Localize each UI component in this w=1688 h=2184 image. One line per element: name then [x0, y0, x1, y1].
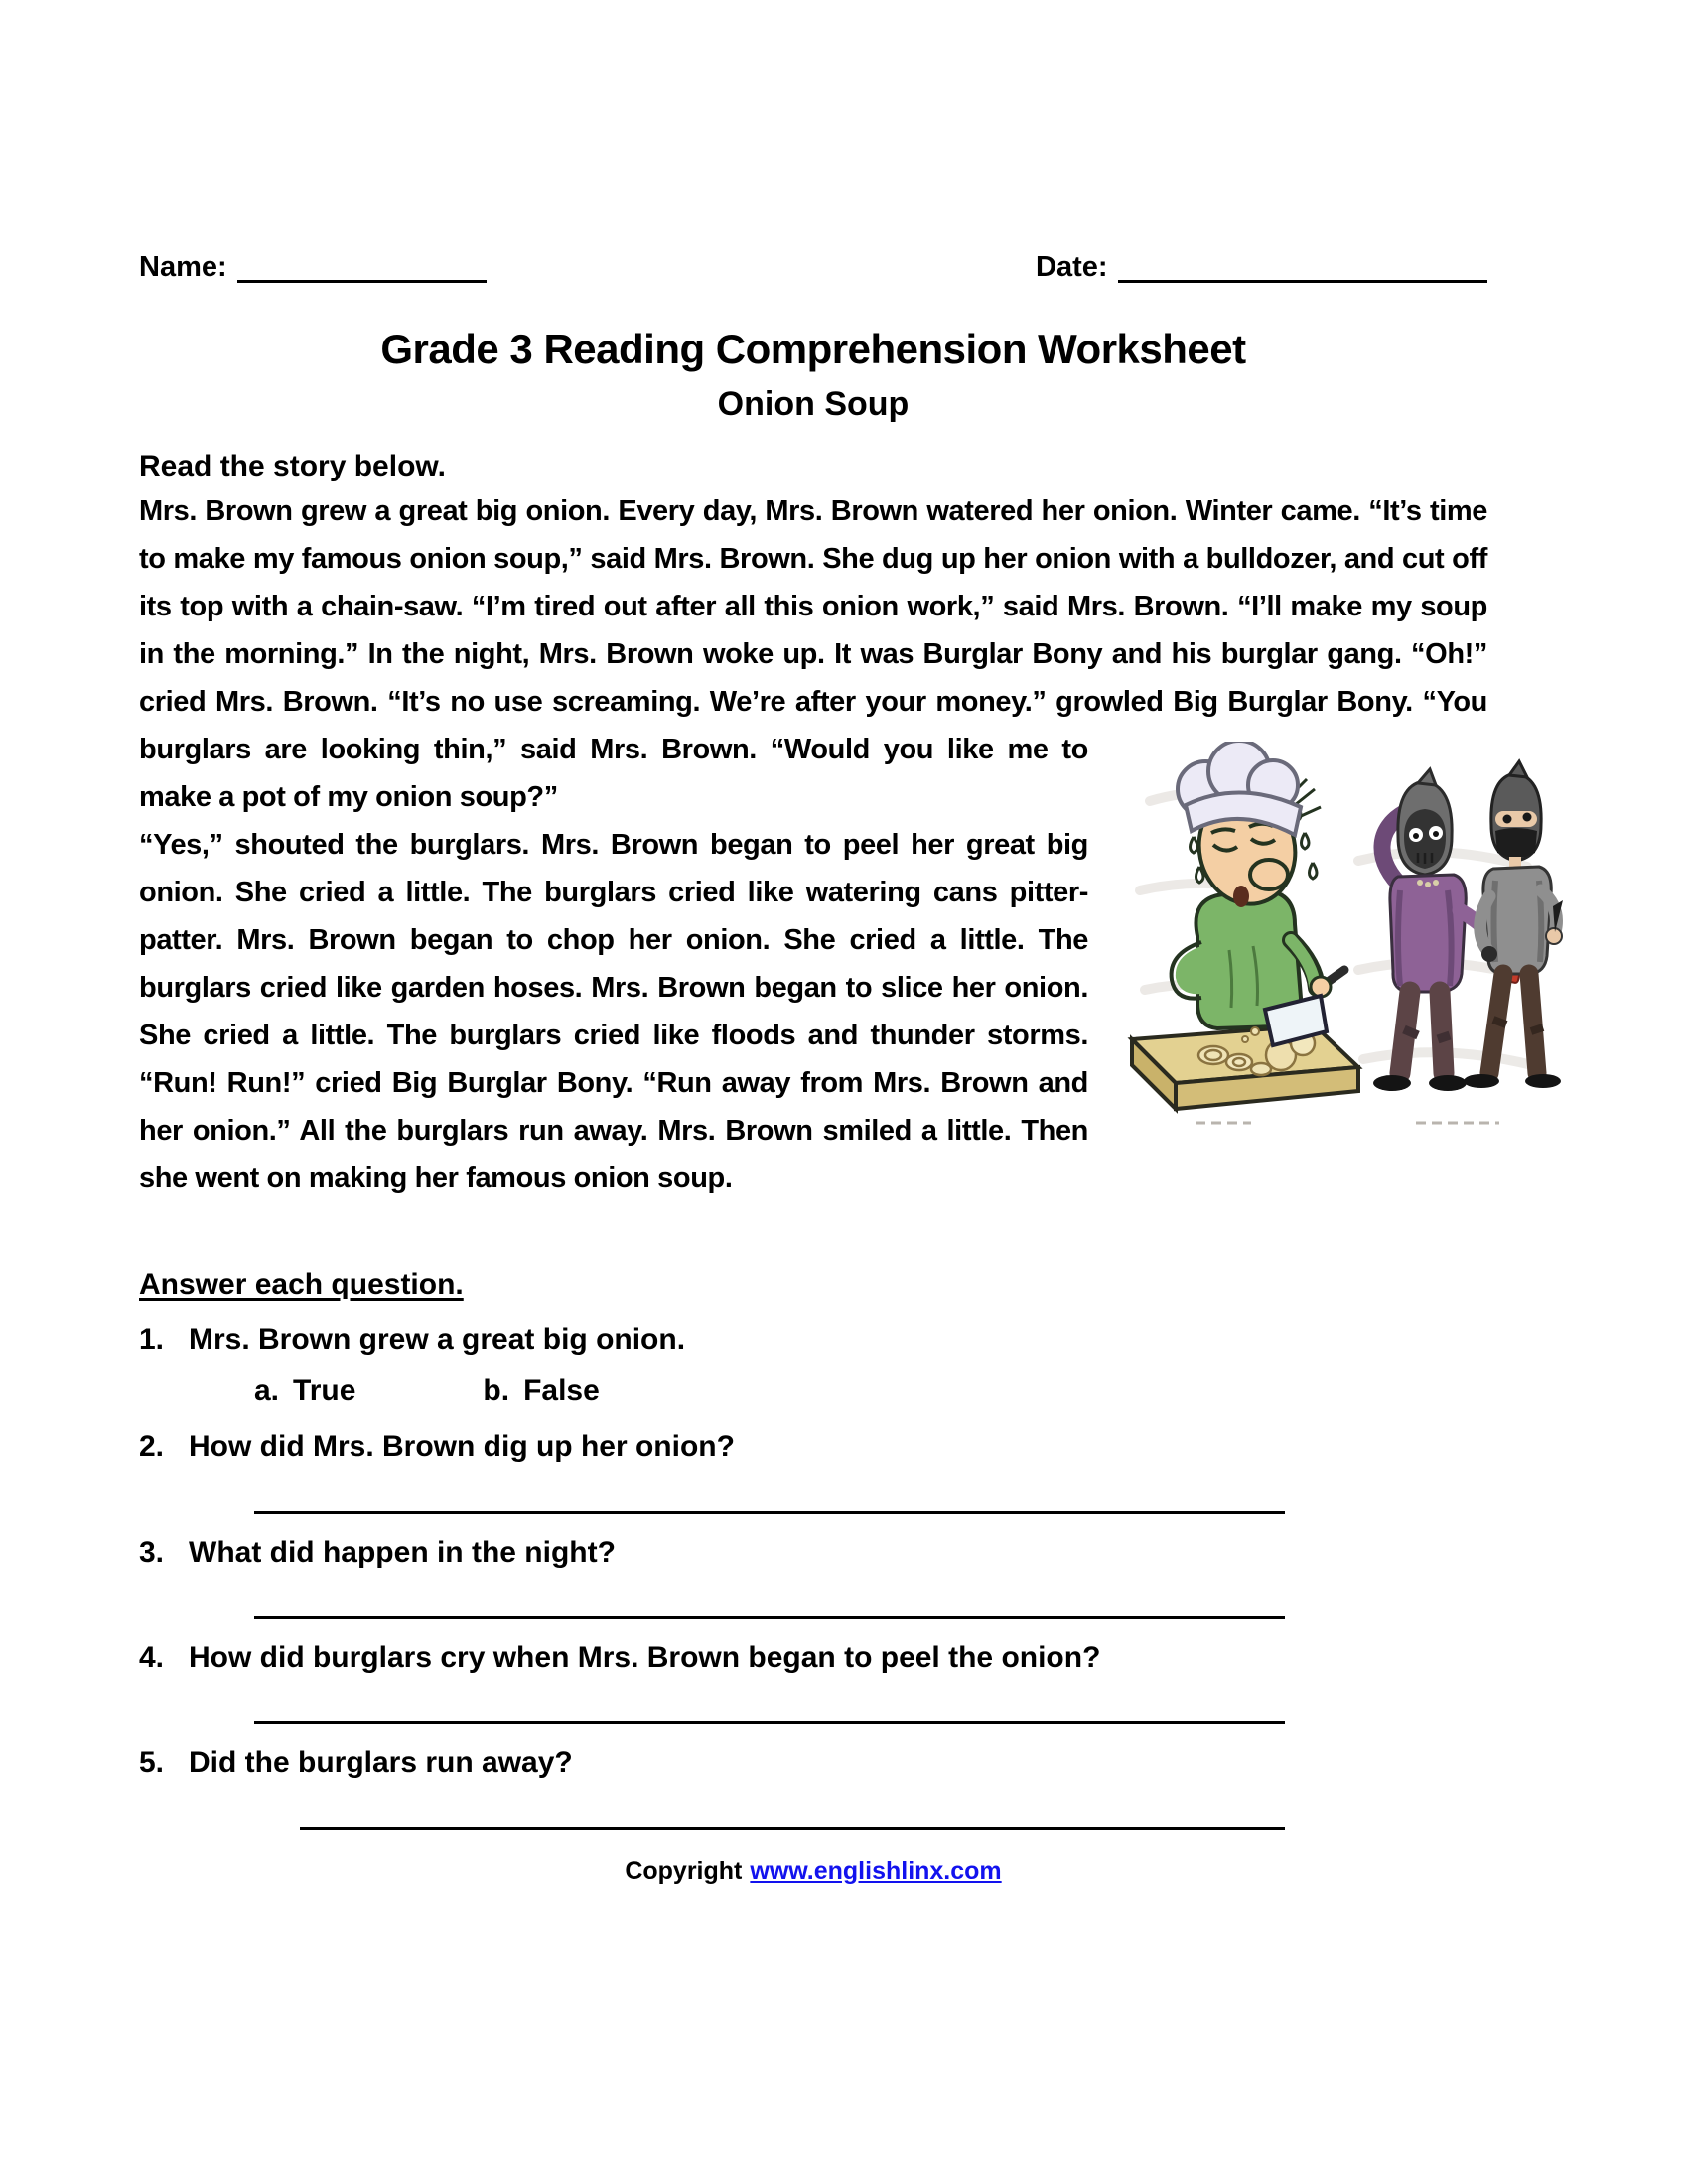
chef-and-burglars-illustration — [1110, 742, 1567, 1139]
question-3-number: 3. — [139, 1536, 165, 1569]
question-4-text: How did burglars cry when Mrs. Brown began to peel the onion? — [189, 1641, 1101, 1674]
burglar-gray — [1464, 761, 1563, 1088]
question-5 — [139, 1744, 1487, 1781]
option-true[interactable]: a. True — [254, 1374, 356, 1407]
story-title: Onion Soup — [717, 385, 910, 423]
englishlinx-link[interactable]: www.englishlinx.com — [750, 1857, 1002, 1885]
option-false[interactable]: b. False — [483, 1374, 600, 1407]
question-1-number: 1. — [139, 1323, 165, 1356]
story-paragraph — [139, 487, 1487, 1202]
question-5-number: 5. — [139, 1746, 165, 1779]
copyright-label: Copyright — [625, 1857, 743, 1885]
answer-line-2[interactable] — [254, 1511, 1285, 1514]
answer-line-3[interactable] — [254, 1616, 1285, 1619]
answer-line-4[interactable] — [254, 1721, 1285, 1724]
read-instructions: Read the story below. — [139, 450, 446, 482]
questions-heading: Answer each question. — [139, 1268, 464, 1300]
date-blank-line[interactable] — [1118, 250, 1487, 283]
question-3-text: What did happen in the night? — [189, 1536, 616, 1569]
question-4-number: 4. — [139, 1641, 165, 1674]
name-blank-line[interactable] — [237, 250, 487, 283]
story-text-1: Mrs. Brown grew a great big onion. Every day, Mrs. Brown watered her onion. Winter came. “It’s time to make my famous onion soup,” said Mrs. Brown. She dug up her onion with a bulldozer, and cut off its top with a chain-saw. “I’m tired out after all this onion work,” said Mrs. Brown. “I’ll make my soup in the morning.” In the night, Mrs. Brown woke up. It was Burglar Bony and his burglar gang. “Oh!” cried Mrs. Brown. “It’s no use screaming. We’re after your money.” growled Big Burglar Bony. “You burglars are looking thin,” said Mrs. Brown. — [139, 495, 1487, 765]
question-3 — [139, 1534, 1487, 1570]
chef-hat — [1178, 742, 1301, 835]
story-illustration — [1102, 726, 1487, 1174]
copyright-footer — [139, 1857, 1487, 1886]
header-row — [139, 250, 1487, 284]
story-text-2: “Would you like me to make a pot of my onion soup?” — [139, 734, 1088, 813]
name-label: Name: — [139, 251, 227, 283]
question-2 — [139, 1429, 1487, 1465]
question-5-text: Did the burglars run away? — [189, 1746, 573, 1779]
question-1-text: Mrs. Brown grew a great big onion. — [189, 1323, 686, 1356]
question-1 — [139, 1321, 1487, 1358]
chef-mouth — [1233, 886, 1249, 907]
question-2-number: 2. — [139, 1431, 165, 1463]
answer-line-5[interactable] — [300, 1827, 1285, 1830]
page-title: Grade 3 Reading Comprehension Worksheet — [380, 326, 1246, 372]
burglars-illustration — [1373, 761, 1563, 1091]
name-field-group — [139, 250, 487, 284]
chef-nose — [1250, 860, 1288, 889]
story-text-3: “Yes,” shouted the burglars. Mrs. Brown began to peel her great big onion. She cried a little. The burglars cried like watering cans pitter-patter. Mrs. Brown began to chop her onion. She cried a little. The burglars cried like garden hoses. Mrs. Brown began to slice her onion. She cried a little. The burglars cried like floods and thunder storms. “Run! Run!” cried Big Burglar Bony. “Run away from Mrs. Brown and her onion.” All the burglars run away. Mrs. Brown smiled a little. Then she went on making her famous onion soup. — [139, 829, 1088, 1194]
worksheet-content — [139, 0, 1487, 1886]
question-2-text: How did Mrs. Brown dig up her onion? — [189, 1431, 735, 1463]
question-1-options — [254, 1372, 1487, 1409]
date-field-group — [1036, 250, 1487, 284]
question-4 — [139, 1639, 1487, 1676]
date-label: Date: — [1036, 251, 1108, 283]
